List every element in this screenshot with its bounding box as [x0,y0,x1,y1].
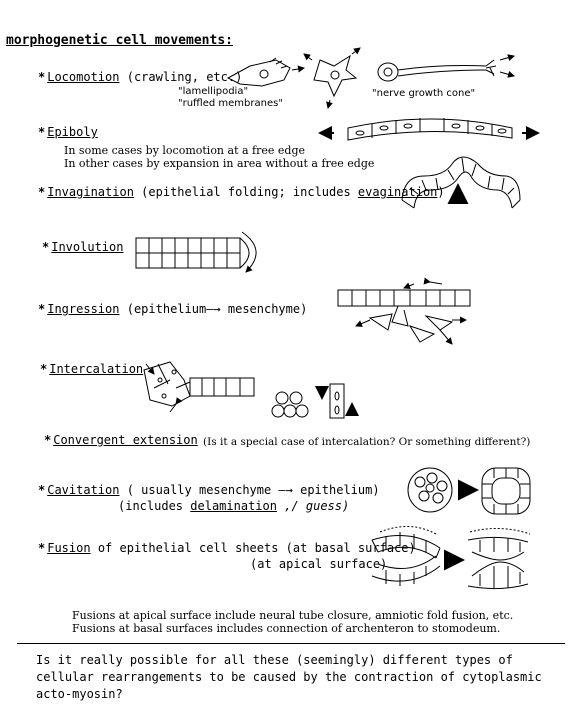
label-lamellipodia: "lamellipodia" [178,86,249,97]
invagination-name: Invagination [47,185,134,199]
cavitation-name: Cavitation [47,483,120,497]
fusion-name: Fusion [47,541,91,555]
closing-question: Is it really possible for all these (seemingly) different types of cellular rearrangements to be caused by the contraction of cytoplasmic acto-myosin? [36,653,542,701]
intercalation-drawing [144,362,352,418]
page-title: morphogenetic cell movements: [6,33,233,48]
involution-name: Involution [51,240,124,254]
intercalation-name: Intercalation [49,362,144,376]
bullet-star: * [38,541,46,555]
fusion-detail-2: (at apical surface) [250,557,388,571]
label-nerve-growth-cone: "nerve growth cone" [372,88,476,99]
bullet-star: * [38,302,46,316]
cavitation-detail2-prefix: (includes [118,499,184,513]
bullet-star: * [38,125,46,139]
footnote-line-1: Fusions at apical surface include neural tube closure, amniotic fold fusion, etc. [72,609,514,622]
bullet-star: * [44,433,52,447]
invagination-detail-suffix: ) [437,185,445,199]
label-ruffled-membranes: "ruffled membranes" [178,98,283,109]
lamellipodia-cell-drawing [228,58,304,86]
star-cell-drawing [304,48,360,108]
fusion-detail: of epithelial cell sheets (at basal surface) [97,541,416,555]
ingression-name: Ingression [47,302,120,316]
cavitation-detail2-term: delamination [190,499,277,513]
ingression-detail: (epithelium—→ mesenchyme) [126,302,308,316]
epiboly-name: Epiboly [47,125,98,139]
invagination-drawing [402,157,520,208]
epiboly-note-1: In some cases by locomotion at a free edge [64,144,305,157]
bullet-star: * [38,185,46,199]
bullet-star: * [40,362,48,376]
cavitation-detail: ( usually mesenchyme —→ epithelium) [126,483,380,497]
convergent-extension-name: Convergent extension [53,433,198,447]
nerve-growth-cone-drawing [378,56,514,81]
bullet-star: * [38,483,46,497]
fusion-drawing [372,526,530,588]
epiboly-sheet-drawing [320,118,538,140]
bullet-star: * [38,70,46,84]
cavitation-drawing [408,468,530,514]
epiboly-note-2: In other cases by expansion in area without a free edge [64,157,375,170]
locomotion-detail: (crawling, etc.) [126,70,243,84]
bullet-star: * [42,240,50,254]
invagination-detail-term: evagination [357,185,438,199]
invagination-detail-prefix: (epithelial folding; includes [141,185,351,199]
cavitation-detail2-suffix: ,/ guess) [284,499,350,513]
involution-drawing [136,232,256,272]
footnote-line-2: Fusions at basal surfaces includes connection of archenteron to stomodeum. [72,622,501,635]
convergent-extension-question: (Is it a special case of intercalation? Or something different?) [203,436,531,448]
locomotion-name: Locomotion [47,70,120,84]
ingression-drawing [338,282,470,344]
